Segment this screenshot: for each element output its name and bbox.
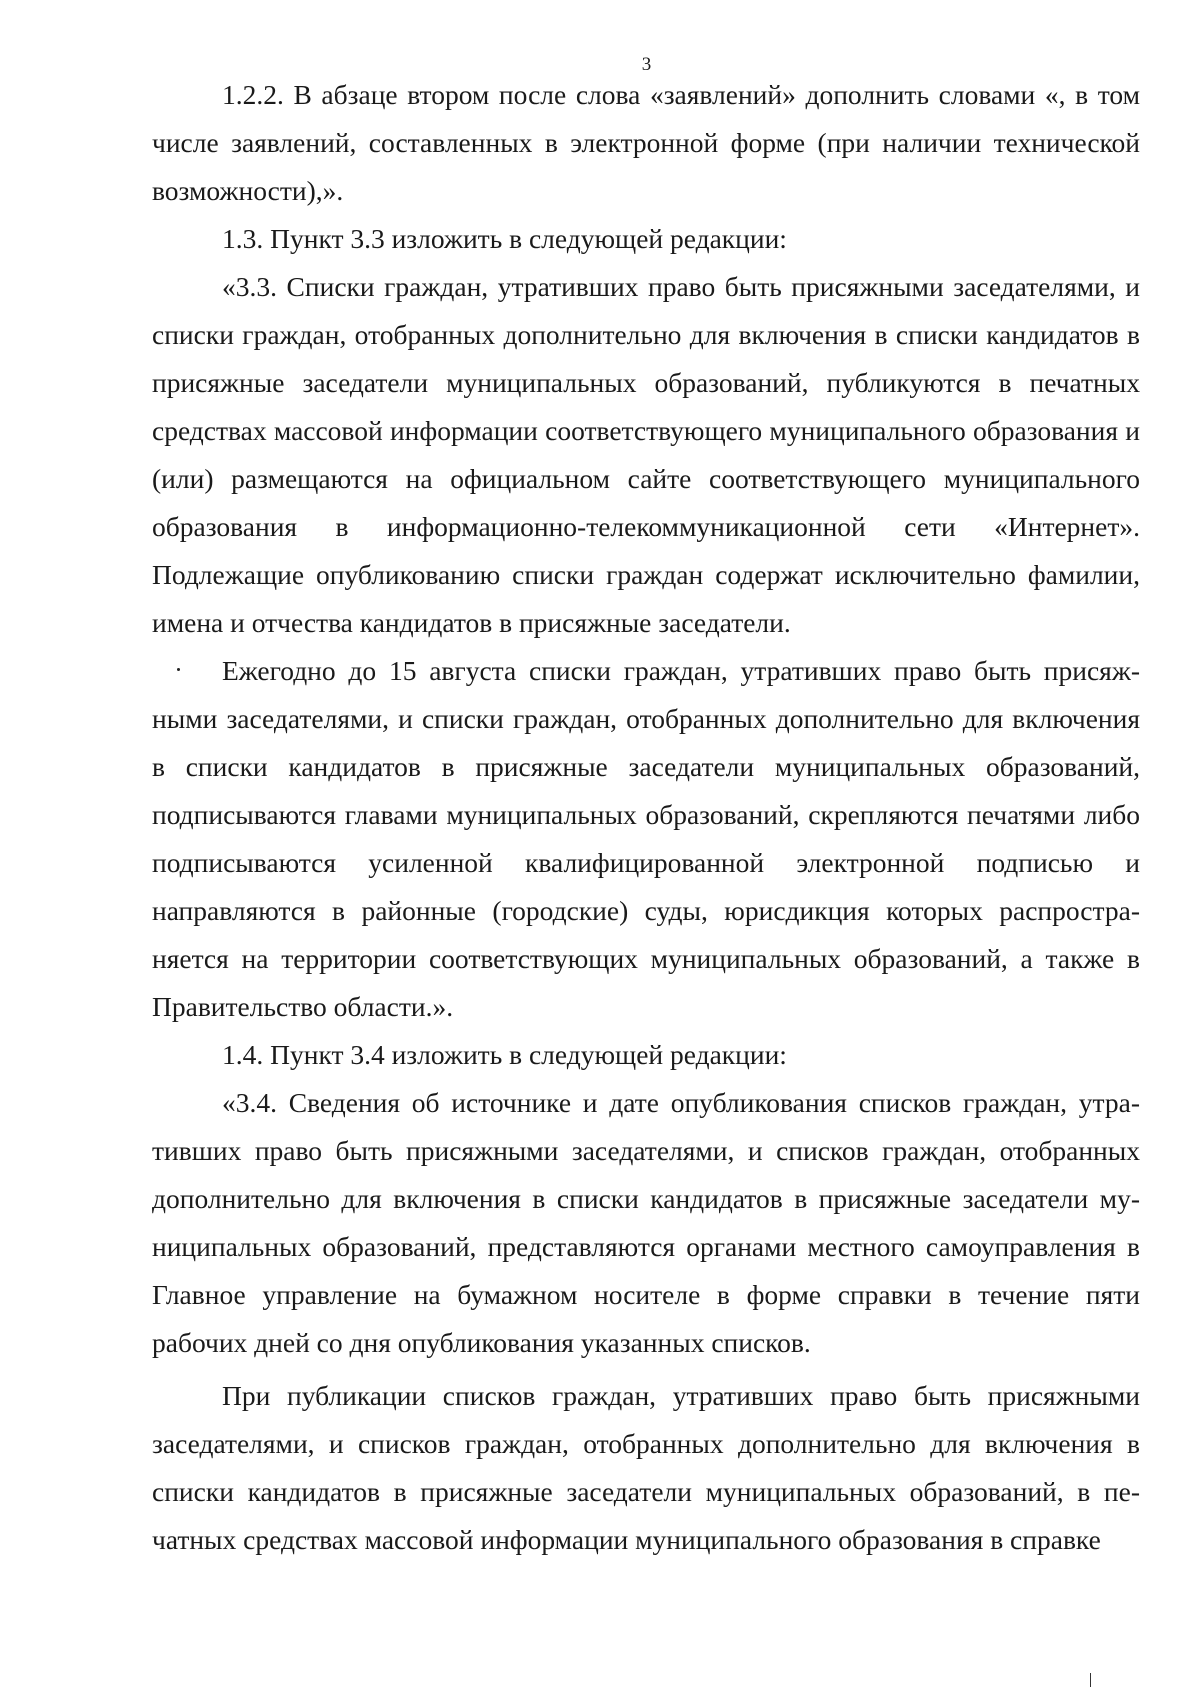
paragraph-3-4-text: «3.4. Сведения об источнике и дате опубликования списков граждан, утративших право быть присяжными заседателями, и списков граждан, отобранных дополнительно для включения в списки кандидатов в присяжные заседатели муниципальных образований, представляются органами местного самоуправления в Главное управление на бумажном носителе в форме справки в течение пяти рабочих дней со дня опубликования указанных списков.: [152, 1087, 1140, 1358]
paragraph-annual-deadline: Ежегодно до 15 августа списки граждан, утративших право быть присяжными заседателями, и списки граждан, отобранных дополнительно для включения в списки кандидатов в присяжные заседатели муниципальных образований, подписываются главами муниципальных образований, скрепляются печатями либо подписываются усиленной квалифицированной электронной подписью и направляются в районные (городские) суды, юрисдикция которых распространяется на территории соответствующих муниципальных образований, а также в Правительство области.».: [152, 655, 1140, 1022]
document-body: [152, 71, 1140, 1564]
paragraph-1-3-heading: 1.3. Пункт 3.3 изложить в следующей редакции:: [222, 223, 787, 254]
paragraph-3-3-text: «3.3. Списки граждан, утративших право быть присяжными заседателями, и списки граждан, отобранных дополнительно для включения в списки кандидатов в присяжные заседатели муниципальных образований, публикуются в печатных средствах массовой информации соответствующего муниципального образования и (или) размещаются на официальном сайте соответствующего муниципального образования в информационно-телекоммуникационной сети «Интернет». Подлежащие опубликованию списки граждан содержат исключительно фамилии, имена и отчества кандидатов в присяжные заседатели.: [152, 271, 1140, 638]
paragraph-1-4-heading: 1.4. Пункт 3.4 изложить в следующей редакции:: [222, 1039, 787, 1070]
scan-artifact-dot: [177, 668, 180, 671]
page-number: 3: [641, 54, 652, 75]
paragraph-publication: При публикации списков граждан, утративших право быть присяжными заседателями, и списков граждан, отобранных дополнительно для включения в списки кандидатов в присяжные заседатели муниципальных образований, в печатных средствах массовой информации муниципального образования в справке: [152, 1380, 1140, 1555]
scan-artifact-mark: [1090, 1673, 1091, 1687]
paragraph-1-2-2: 1.2.2. В абзаце втором после слова «заявлений» дополнить словами «, в том числе заявлений, составленных в электронной форме (при наличии технической возможности),».: [152, 79, 1140, 206]
